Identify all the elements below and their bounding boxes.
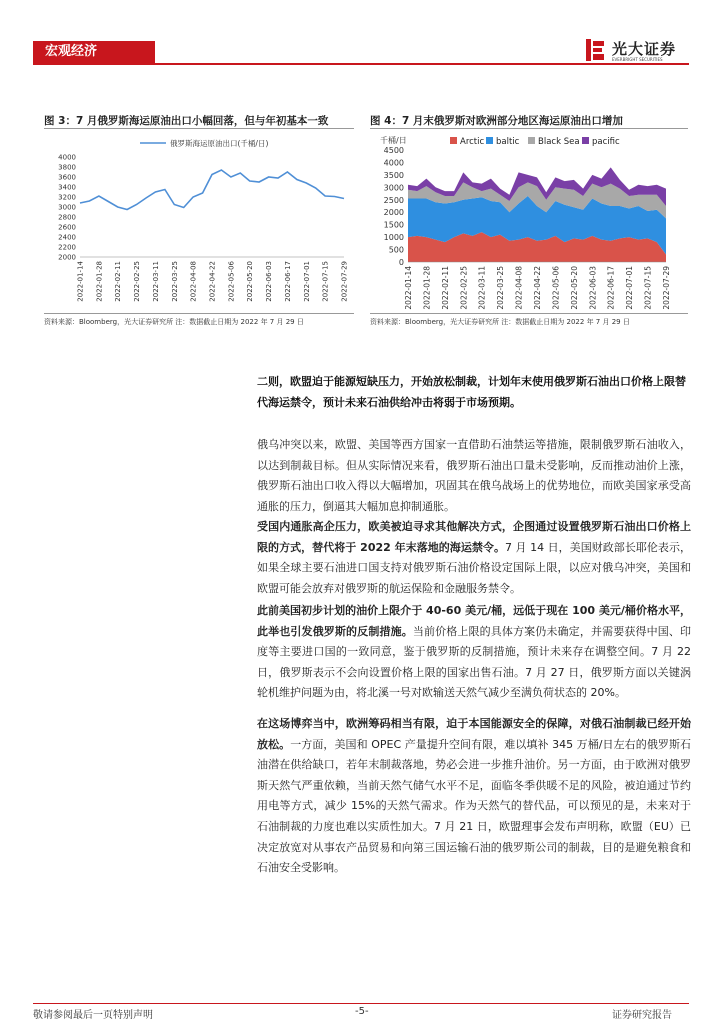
figure3-bottom-rule <box>44 313 354 314</box>
x-tick-label: 2022-07-15 <box>321 261 330 302</box>
y-axis-label: 千桶/日 <box>380 136 407 145</box>
legend-label: 俄罗斯海运原油出口(千桶/日) <box>170 139 269 148</box>
y-tick-label: 2800 <box>58 213 76 222</box>
figure4-title: 图 4：7 月末俄罗斯对欧洲部分地区海运原油出口增加 <box>370 115 623 127</box>
y-tick-label: 2000 <box>383 208 404 218</box>
x-tick-label: 2022-06-17 <box>283 261 292 302</box>
paragraph-3 <box>257 601 691 704</box>
x-tick-label: 2022-07-29 <box>662 266 671 310</box>
legend-label-black-sea: Black Sea <box>538 137 580 147</box>
x-tick-label: 2022-04-22 <box>533 266 542 310</box>
x-tick-label: 2022-05-06 <box>551 266 561 310</box>
paragraph-2-lead: 受国内通胀高企压力，欧美被迫寻求其他解决方式，企图通过设置俄罗斯石油出口价格上限的方式，替代将于 2022 年末落地的海运禁令。 <box>257 520 691 554</box>
y-tick-label: 2400 <box>58 233 76 242</box>
page-number: -5- <box>355 1006 369 1017</box>
x-tick-label: 2022-03-11 <box>477 266 487 310</box>
y-tick-label: 3800 <box>58 163 76 172</box>
y-tick-label: 3200 <box>58 193 76 202</box>
y-tick-label: 2000 <box>58 253 76 262</box>
x-tick-label: 2022-01-28 <box>422 266 432 310</box>
x-tick-label: 2022-05-20 <box>246 261 255 302</box>
y-tick-label: 3000 <box>58 203 76 212</box>
figure4-bottom-rule <box>370 313 688 314</box>
figure3-line-chart <box>44 130 356 312</box>
figure4-top-rule <box>370 128 688 129</box>
x-tick-label: 2022-01-14 <box>76 261 85 302</box>
x-tick-label: 2022-03-11 <box>151 261 160 302</box>
x-tick-label: 2022-01-14 <box>404 266 413 310</box>
y-tick-label: 3400 <box>58 183 76 192</box>
y-tick-label: 1500 <box>383 220 404 230</box>
figure4-source: 资料来源：Bloomberg，光大证券研究所 注：数据截止日期为 2022 年 7 月 29 日 <box>370 318 630 326</box>
x-tick-label: 2022-03-25 <box>496 266 506 310</box>
x-tick-label: 2022-07-01 <box>625 266 635 310</box>
x-tick-label: 2022-03-25 <box>170 261 179 302</box>
y-tick-label: 2200 <box>58 243 76 252</box>
x-tick-label: 2022-02-25 <box>459 266 469 310</box>
x-tick-label: 2022-04-08 <box>189 261 198 302</box>
paragraph-3-body: 当前价格上限的具体方案仍未确定，并需要获得中国、印度等主要进口国的一致同意，鉴于俄罗斯的反制措施，预计未来存在调整空间。7 月 22 日，俄罗斯表示不会向设置价格上限的国家出售石油。7 月 27 日，俄罗斯方面以关键涡轮机维护问题为由，将北溪一号对欧输送天然气减少至满负荷状态的 20%。 <box>257 624 691 700</box>
figure3-title: 图 3：7 月俄罗斯海运原油出口小幅回落，但与年初基本一致 <box>44 115 329 127</box>
legend-label-arctic: Arctic <box>460 137 485 147</box>
y-tick-label: 3500 <box>383 170 404 180</box>
section-summary: 二则，欧盟迫于能源短缺压力，开始放松制裁，计划年末使用俄罗斯石油出口价格上限替代海运禁令，预计未来石油供给冲击将弱于市场预期。 <box>257 375 686 409</box>
figure3-top-rule <box>44 128 354 129</box>
legend-swatch-baltic <box>486 137 493 144</box>
x-tick-label: 2022-07-29 <box>340 261 349 302</box>
y-tick-label: 4500 <box>383 146 404 155</box>
figure3-source: 资料来源：Bloomberg，光大证券研究所 注：数据截止日期为 2022 年 7 月 29 日 <box>44 318 304 326</box>
paragraph-4-body: 一方面，美国和 OPEC 产量提升空间有限，难以填补 345 万桶/日左右的俄罗斯石油潜在供给缺口，若年末制裁落地，势必会进一步推升油价。另一方面，由于欧洲对俄罗斯天然气严重依赖，当前天然气储气水平不足，面临冬季供暖不足的风险，被迫通过节约用电等方式，减少 15%的天然气需求。作为天然气的替代品，可以预见的是，未来对于石油制裁的力度也难以实质性加大。7 月 21 日，欧盟理事会发布声明称，欧盟（EU）已决定放宽对从事农产品贸易和向第三国运输石油的俄罗斯公司的制裁，目的是避免粮食和石油安全受影响。 <box>257 737 692 875</box>
x-tick-label: 2022-02-11 <box>440 266 450 310</box>
footer-divider <box>33 1003 689 1004</box>
paragraph-2-body: 7 月 14 日，美国财政部长耶伦表示，如果全球主要石油进口国支持对俄罗斯石油价格设定国际上限，以应对俄乌冲突，美国和欧盟可能会放弃对俄罗斯的航运保险和金融服务禁令。 <box>257 540 692 595</box>
x-tick-label: 2022-06-03 <box>588 266 598 310</box>
x-tick-label: 2022-02-25 <box>133 261 142 302</box>
x-tick-label: 2022-04-22 <box>208 261 217 302</box>
x-tick-label: 2022-07-15 <box>643 266 653 310</box>
y-tick-label: 500 <box>388 245 404 255</box>
legend-swatch-arctic <box>450 137 457 144</box>
y-tick-label: 4000 <box>383 158 404 168</box>
series-line-russia-crude-exports <box>80 170 344 210</box>
y-tick-label: 0 <box>398 258 404 267</box>
legend-swatch-pacific <box>582 137 589 144</box>
x-tick-label: 2022-05-06 <box>227 261 236 302</box>
x-tick-label: 2022-02-11 <box>114 261 123 302</box>
paragraph-1: 俄乌冲突以来，欧盟、美国等西方国家一直借助石油禁运等措施，限制俄罗斯石油收入，以达到制裁目标。但从实际情况来看，俄罗斯石油出口量未受影响，反而推动油价上涨，俄罗斯石油出口收入得以大幅增加，巩固其在俄乌战场上的优势地位，而欧美国家承受高通胀的压力，倒逼其大幅加息抑制通胀。 <box>257 438 691 513</box>
logo-subtext: EVERBRIGHT SECURITIES <box>612 57 663 62</box>
y-tick-label: 3600 <box>58 173 76 182</box>
legend-label-pacific: pacific <box>592 137 620 147</box>
legend-label-baltic: baltic <box>496 137 520 147</box>
paragraph-4-lead: 在这场博弈当中，欧洲筹码相当有限，迫于本国能源安全的保障，对俄石油制裁已经开始放松。 <box>257 717 691 751</box>
y-tick-label: 1000 <box>383 233 404 243</box>
section-tag: 宏观经济 <box>33 41 155 63</box>
figure4-area-chart <box>368 130 690 312</box>
x-tick-label: 2022-01-28 <box>95 261 104 302</box>
paragraph-2 <box>257 517 691 599</box>
x-tick-label: 2022-05-20 <box>569 266 579 310</box>
y-tick-label: 4000 <box>58 153 76 162</box>
paragraph-3-lead: 此前美国初步计划的油价上限介于 40-60 美元/桶，远低于现在 100 美元/桶价格水平，此举也引发俄罗斯的反制措施。 <box>257 604 691 638</box>
footer-report-type: 证券研究报告 <box>612 1010 672 1021</box>
y-tick-label: 3000 <box>383 183 404 193</box>
footer-disclaimer: 敬请参阅最后一页特别声明 <box>33 1010 153 1021</box>
x-tick-label: 2022-07-01 <box>302 261 311 302</box>
logo-mark-icon <box>584 38 606 62</box>
logo-text: 光大证券 <box>612 40 677 58</box>
x-tick-label: 2022-06-17 <box>606 266 616 310</box>
paragraph-4 <box>257 714 691 879</box>
y-tick-label: 2600 <box>58 223 76 232</box>
x-tick-label: 2022-04-08 <box>514 266 524 310</box>
logo <box>584 36 694 66</box>
y-tick-label: 2500 <box>383 195 404 205</box>
legend-swatch-black-sea <box>528 137 535 144</box>
x-tick-label: 2022-06-03 <box>265 261 274 302</box>
